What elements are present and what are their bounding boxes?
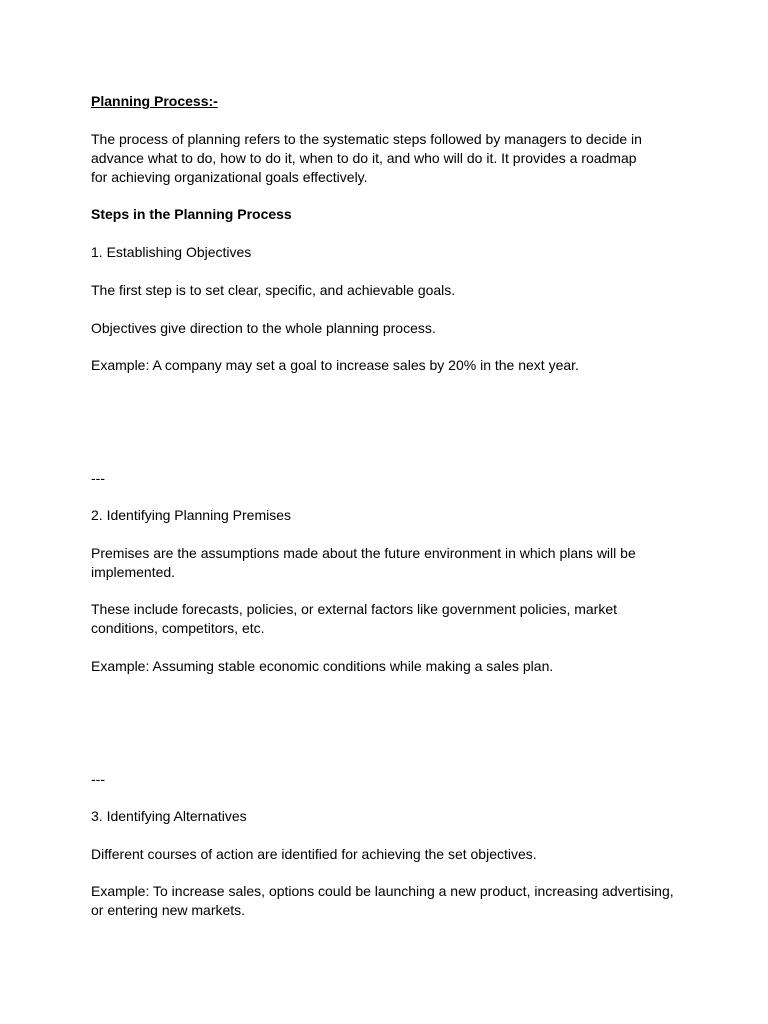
separator-2: --- — [91, 771, 105, 787]
page-title: Planning Process:- — [91, 93, 218, 109]
intro-paragraph: The process of planning refers to the systematic steps followed by managers to decide in advance what to do, how to do it, when to do it, and who will do it. It provides a roadmap for achieving organizational goals effectively. — [91, 131, 642, 185]
step1-paragraph-1: The first step is to set clear, specific, and achievable goals. — [91, 282, 456, 298]
step2-heading: 2. Identifying Planning Premises — [91, 507, 291, 523]
step2-paragraph-2: These include forecasts, policies, or external factors like government policies, market conditions, competitors, etc. — [91, 601, 618, 636]
steps-heading: Steps in the Planning Process — [91, 206, 292, 222]
step1-example: Example: A company may set a goal to increase sales by 20% in the next year. — [91, 357, 579, 373]
step3-paragraph-1: Different courses of action are identified for achieving the set objectives. — [91, 846, 537, 862]
step3-heading: 3. Identifying Alternatives — [91, 808, 247, 824]
step2-example: Example: Assuming stable economic conditions while making a sales plan. — [91, 658, 554, 674]
step2-paragraph-1: Premises are the assumptions made about the future environment in which plans will be implemented. — [91, 545, 636, 580]
separator-1: --- — [91, 470, 105, 486]
step1-paragraph-2: Objectives give direction to the whole planning process. — [91, 320, 436, 336]
step1-heading: 1. Establishing Objectives — [91, 244, 252, 260]
step3-example: Example: To increase sales, options could be launching a new product, increasing advertising, or entering new markets. — [91, 883, 674, 918]
